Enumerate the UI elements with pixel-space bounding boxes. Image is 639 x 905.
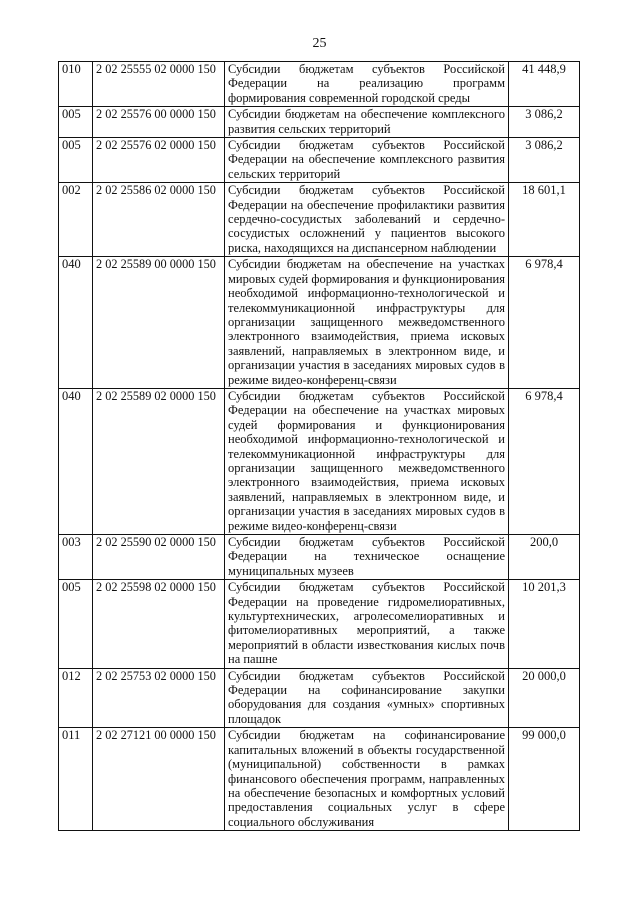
table-row	[59, 138, 580, 183]
amount-cell: 18 601,1	[509, 183, 580, 257]
admin-code-cell: 011	[59, 728, 93, 831]
amount-cell: 41 448,9	[509, 62, 580, 107]
amount-cell: 6 978,4	[509, 257, 580, 389]
amount-cell: 99 000,0	[509, 728, 580, 831]
admin-code-cell: 005	[59, 580, 93, 668]
classification-code-cell: 2 02 27121 00 0000 150	[93, 728, 225, 831]
table-row	[59, 535, 580, 580]
admin-code-cell: 002	[59, 183, 93, 257]
table-row	[59, 107, 580, 138]
amount-cell: 20 000,0	[509, 668, 580, 728]
description-cell: Субсидии бюджетам субъектов Российской Федерации на проведение гидромелиоративных, культуртехнических, агролесомелиоративных и фитомелиоративных мероприятий, а также мероприятий в области известкования кислых почв на пашне	[225, 580, 509, 668]
table-row	[59, 257, 580, 389]
admin-code-cell: 040	[59, 257, 93, 389]
table-row	[59, 728, 580, 831]
description-cell: Субсидии бюджетам субъектов Российской Федерации на реализацию программ формирования современной городской среды	[225, 62, 509, 107]
table-row	[59, 668, 580, 728]
table-row	[59, 580, 580, 668]
description-cell: Субсидии бюджетам субъектов Российской Федерации на обеспечение профилактики развития сердечно-сосудистых заболеваний и сердечно-сосудистых осложнений у пациентов высокого риска, находящихся на диспансерном наблюдении	[225, 183, 509, 257]
amount-cell: 10 201,3	[509, 580, 580, 668]
amount-cell: 200,0	[509, 535, 580, 580]
description-cell: Субсидии бюджетам субъектов Российской Федерации на софинансирование закупки оборудования для создания «умных» спортивных площадок	[225, 668, 509, 728]
table-row	[59, 62, 580, 107]
table-row	[59, 183, 580, 257]
table-body	[59, 62, 580, 831]
classification-code-cell: 2 02 25576 00 0000 150	[93, 107, 225, 138]
amount-cell: 6 978,4	[509, 388, 580, 534]
description-cell: Субсидии бюджетам субъектов Российской Федерации на обеспечение комплексного развития сельских территорий	[225, 138, 509, 183]
amount-cell: 3 086,2	[509, 107, 580, 138]
description-cell: Субсидии бюджетам субъектов Российской Федерации на техническое оснащение муниципальных музеев	[225, 535, 509, 580]
admin-code-cell: 005	[59, 107, 93, 138]
budget-table	[58, 61, 580, 831]
classification-code-cell: 2 02 25589 00 0000 150	[93, 257, 225, 389]
admin-code-cell: 005	[59, 138, 93, 183]
classification-code-cell: 2 02 25598 02 0000 150	[93, 580, 225, 668]
admin-code-cell: 010	[59, 62, 93, 107]
description-cell: Субсидии бюджетам на обеспечение на участках мировых судей формирования и функционирования необходимой информационно-технологической и телекоммуникационной инфраструктуры для организации защищенного межведомственного электронного взаимодействия, приема исковых заявлений, направляемых в электронном виде, и организации участия в заседаниях мировых судов в режиме видео-конференц-связи	[225, 257, 509, 389]
classification-code-cell: 2 02 25753 02 0000 150	[93, 668, 225, 728]
classification-code-cell: 2 02 25590 02 0000 150	[93, 535, 225, 580]
amount-cell: 3 086,2	[509, 138, 580, 183]
admin-code-cell: 040	[59, 388, 93, 534]
description-cell: Субсидии бюджетам на софинансирование капитальных вложений в объекты государственной (муниципальной) собственности в рамках финансового обеспечения программ, направленных на обеспечение безопасных и комфортных условий предоставления социальных услуг в сфере социального обслуживания	[225, 728, 509, 831]
classification-code-cell: 2 02 25555 02 0000 150	[93, 62, 225, 107]
classification-code-cell: 2 02 25586 02 0000 150	[93, 183, 225, 257]
admin-code-cell: 003	[59, 535, 93, 580]
admin-code-cell: 012	[59, 668, 93, 728]
classification-code-cell: 2 02 25576 02 0000 150	[93, 138, 225, 183]
page-number: 25	[312, 36, 327, 51]
description-cell: Субсидии бюджетам субъектов Российской Федерации на обеспечение на участках мировых судей формирования и функционирования необходимой информационно-технологической и телекоммуникационной инфраструктуры для организации защищенного межведомственного электронного взаимодействия, приема исковых заявлений, направляемых в электронном виде, и организации участия в заседаниях мировых судов в режиме видео-конференц-связи	[225, 388, 509, 534]
table-row	[59, 388, 580, 534]
description-cell: Субсидии бюджетам на обеспечение комплексного развития сельских территорий	[225, 107, 509, 138]
classification-code-cell: 2 02 25589 02 0000 150	[93, 388, 225, 534]
